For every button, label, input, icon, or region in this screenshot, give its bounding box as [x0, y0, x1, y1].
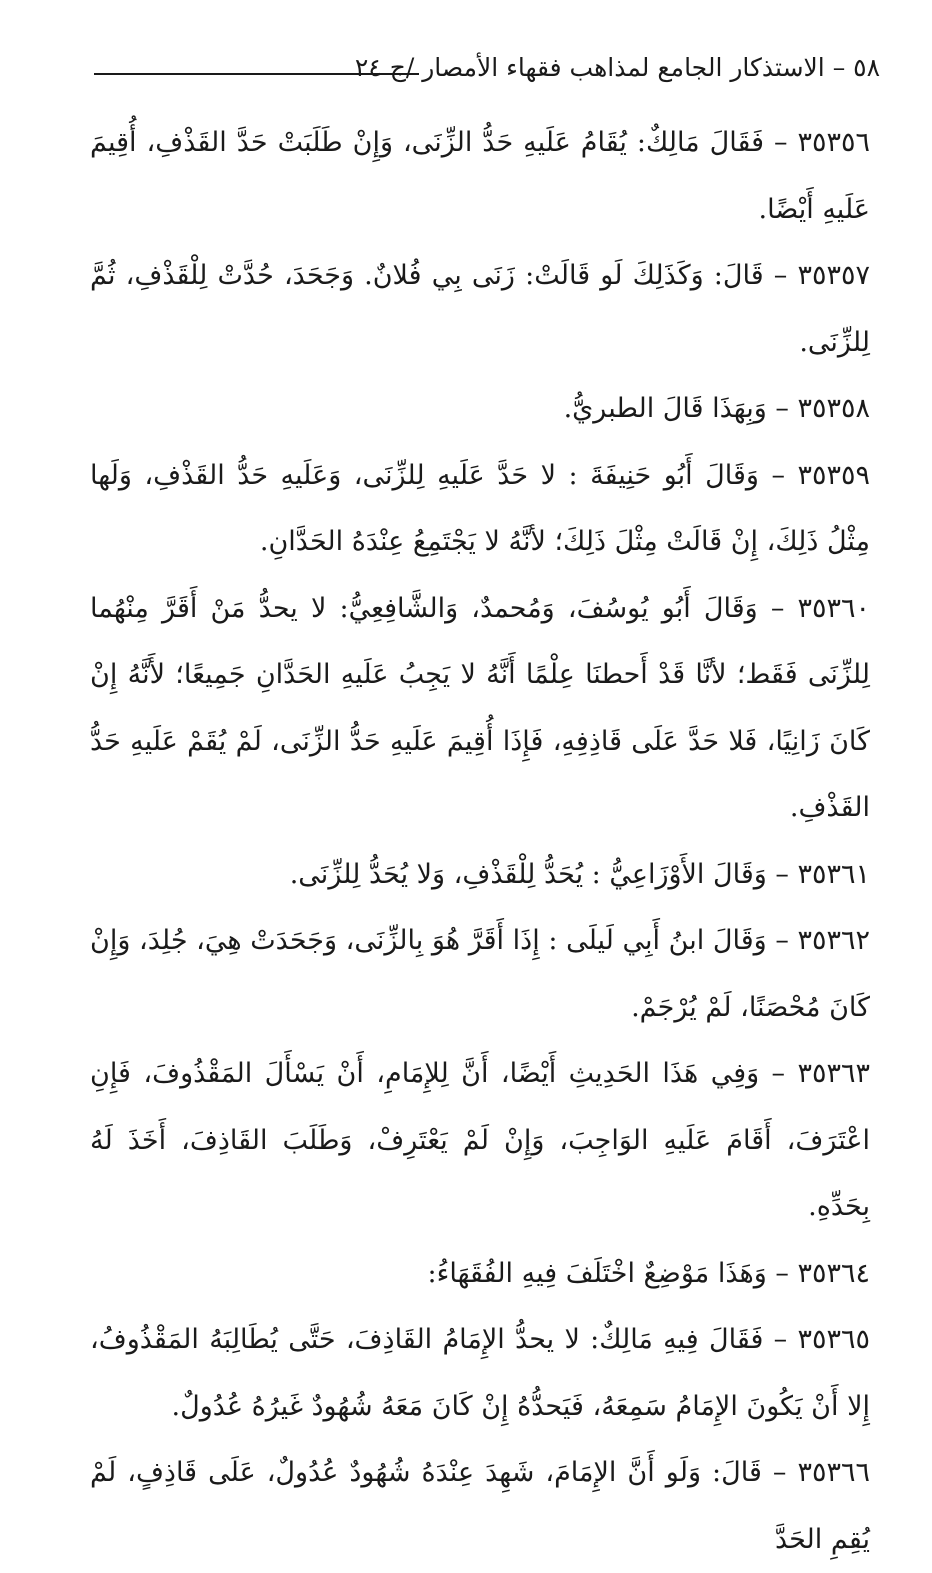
paragraph-text: – وَهَذَا مَوْضِعٌ اخْتَلَفَ فِيهِ الفُقَهَاءُ:	[427, 1257, 789, 1289]
paragraph	[90, 1307, 870, 1440]
paragraph	[90, 1041, 870, 1241]
header-rule	[94, 73, 419, 75]
paragraph	[90, 576, 870, 842]
paragraph-text: – قَالَ: وَلَو أَنَّ الإِمَامَ، شَهِدَ عِنْدَهُ شُهُودٌ عُدُولٌ، عَلَى قَاذِفٍ، لَمْ يُقِمِ الحَدَّ	[90, 1457, 870, 1555]
paragraph-text: – فَقَالَ مَالِكٌ: يُقَامُ عَلَيهِ حَدُّ الزِّنَى، وَإِنْ طَلَبَتْ حَدَّ القَذْفِ، أُقِيمَ عَلَيهِ أَيْضًا.	[90, 127, 870, 225]
paragraph-number: ٣٥٣٦٤	[797, 1257, 870, 1289]
paragraph-number: ٣٥٣٥٩	[797, 459, 870, 491]
paragraph-text: – وَقَالَ أَبُو حَنِيفَةَ : لا حَدَّ عَلَيهِ لِلزِّنَى، وَعَلَيهِ حَدُّ القَذْفِ، وَلَها مِثْلُ ذَلِكَ، إِنْ قَالَتْ مِثْلَ ذَلِكَ؛ لأنَّهُ لا يَجْتَمِعُ عِنْدَهُ الحَدَّانِ.	[90, 459, 870, 557]
paragraph-text: – وَقَالَ أَبُو يُوسُفَ، وَمُحمدٌ، وَالشَّافِعِيُّ: لا يحدُّ مَنْ أَقَرَّ مِنْهُما لِلزِّنَى فَقَط؛ لأنَّا قَدْ أَحطنَا عِلْمًا أَنَّهُ لا يَجِبُ عَلَيهِ الحَدَّانِ جَمِيعًا؛ لأَنَّهُ إِنْ كَانَ زَانِيًا، فَلا حَدَّ عَلَى قَاذِفِهِ، فَإِذَا أُقِيمَ عَلَيهِ حَدُّ الزِّنَى، لَمْ يُقَمْ عَلَيهِ حَدُّ القَذْفِ.	[90, 592, 870, 823]
paragraph	[90, 1440, 870, 1573]
paragraph-number: ٣٥٣٦٠	[797, 592, 870, 624]
paragraph	[90, 908, 870, 1041]
paragraph-number: ٣٥٣٦٢	[797, 925, 870, 956]
paragraph-number: ٣٥٣٦١	[797, 858, 870, 890]
paragraph-number: ٣٥٣٥٨	[797, 393, 870, 424]
paragraph-number: ٣٥٣٦٦	[797, 1457, 870, 1488]
paragraph-text: – وَبِهَذَا قَالَ الطبريُّ.	[563, 393, 789, 424]
paragraph-text: – فَقَالَ فِيهِ مَالِكٌ: لا يحدُّ الإِمَامُ القَاذِفَ، حَتَّى يُطَالِبَهُ المَقْذُوفُ، إِلا أَنْ يَكُونَ الإِمَامُ سَمِعَهُ، فَيَحدُّهُ إِنْ كَانَ مَعَهُ شُهُودٌ غَيرُهُ عُدُولٌ.	[90, 1324, 870, 1422]
paragraph-number: ٣٥٣٦٥	[797, 1324, 870, 1355]
paragraph-text: – قَالَ: وَكَذَلِكَ لَو قَالَتْ: زَنَى بِي فُلانٌ. وَجَحَدَ، حُدَّتْ لِلْقَذْفِ، ثُمَّ لِلزِّنَى.	[90, 260, 870, 358]
paragraph-number: ٣٥٣٦٣	[797, 1058, 870, 1089]
paragraph	[90, 243, 870, 376]
paragraph	[90, 110, 870, 243]
paragraph-number: ٣٥٣٥٦	[797, 127, 870, 158]
paragraph	[90, 842, 870, 909]
paragraph-number: ٣٥٣٥٧	[797, 260, 870, 291]
paragraph	[90, 376, 870, 443]
page-body	[90, 110, 870, 1573]
paragraph-text: – وَفِي هَذَا الحَدِيثِ أَيْضًا، أَنَّ لِلإِمَامِ، أَنْ يَسْأَلَ المَقْذُوفَ، فَإِنِ اعْتَرَفَ، أَقَامَ عَلَيهِ الوَاجِبَ، وَإِنْ لَمْ يَعْتَرِفْ، وَطَلَبَ القَاذِفَ، أَخَذَ لَهُ بِحَدِّهِ.	[90, 1058, 870, 1222]
paragraph	[90, 443, 870, 576]
paragraph-text: – وَقَالَ ابنُ أَبِي لَيلَى : إِذَا أَقَرَّ هُوَ بِالزِّنَى، وَجَحَدَتْ هِيَ، جُلِدَ، وَإِنْ كَانَ مُحْصَنًا، لَمْ يُرْجَمْ.	[90, 925, 870, 1023]
paragraph	[90, 1241, 870, 1308]
running-header: ٥٨ – الاستذكار الجامع لمذاهب فقهاء الأمصار /ج ٢٤	[354, 53, 880, 82]
paragraph-text: – وَقَالَ الأَوْزَاعِيُّ : يُحَدُّ لِلْقَذْفِ، وَلا يُحَدُّ لِلزِّنَى.	[289, 858, 789, 890]
